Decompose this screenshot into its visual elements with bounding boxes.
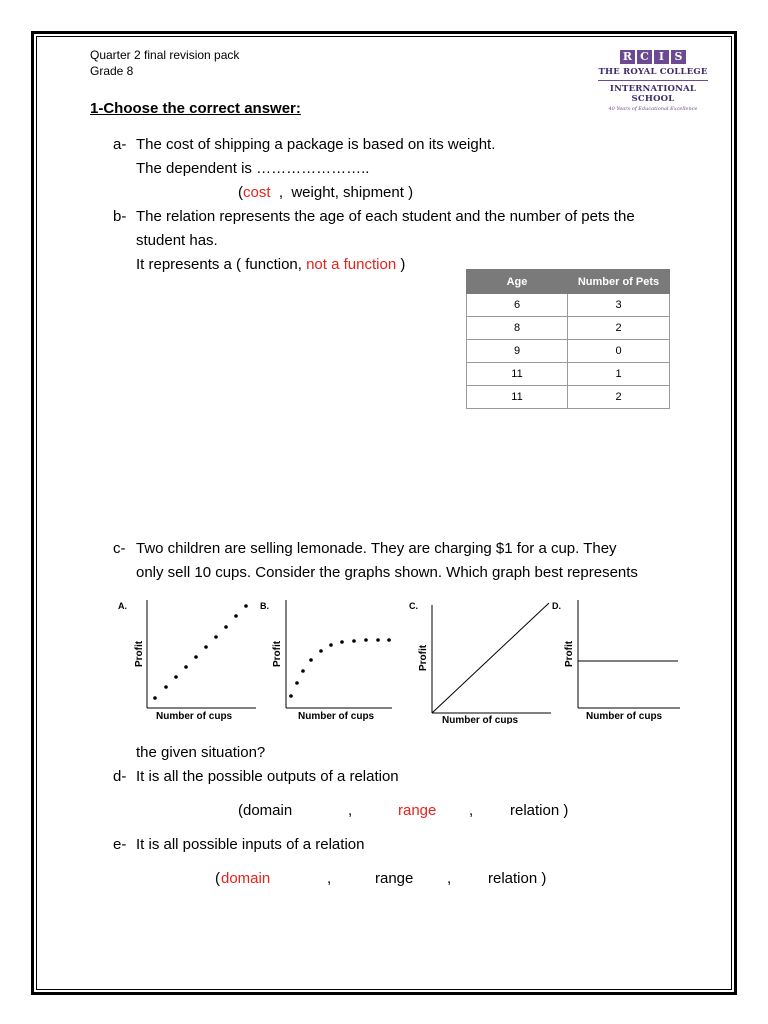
data-point bbox=[364, 638, 368, 642]
data-point bbox=[340, 640, 344, 644]
answer-not-a-function: not a function bbox=[306, 256, 397, 273]
answer-range: range bbox=[398, 802, 437, 819]
logo-letter: R bbox=[620, 50, 635, 64]
question-d-line1: It is all the possible outputs of a relation bbox=[136, 768, 399, 785]
question-b-line2: student has. bbox=[136, 232, 218, 249]
data-point bbox=[289, 694, 293, 698]
graph-label: A. bbox=[118, 601, 127, 611]
option-domain: (domain bbox=[238, 802, 293, 819]
table-header-row bbox=[467, 270, 670, 294]
answer-cost: cost bbox=[243, 184, 271, 201]
data-point bbox=[174, 675, 178, 679]
answer-domain: domain bbox=[221, 870, 271, 887]
data-point bbox=[153, 696, 157, 700]
logo-divider bbox=[598, 80, 708, 81]
table-cell: 1 bbox=[568, 363, 670, 386]
question-a-line2: The dependent is ………………….. bbox=[136, 160, 370, 177]
logo-letter: I bbox=[654, 50, 669, 64]
data-point bbox=[309, 658, 313, 662]
school-logo bbox=[596, 50, 710, 112]
data-point bbox=[376, 638, 380, 642]
table-cell: 2 bbox=[568, 386, 670, 409]
option-comma: , bbox=[469, 802, 474, 819]
data-point bbox=[234, 614, 238, 618]
table-cell: 2 bbox=[568, 317, 670, 340]
table-row bbox=[467, 340, 670, 363]
data-point bbox=[301, 669, 305, 673]
x-axis-label: Number of cups bbox=[156, 711, 233, 722]
table-cell: 6 bbox=[467, 294, 568, 317]
logo-letter: S bbox=[671, 50, 686, 64]
section-heading: 1-Choose the correct answer: bbox=[90, 100, 301, 117]
data-point bbox=[244, 604, 248, 608]
logo-letters bbox=[596, 50, 710, 64]
option-comma: , bbox=[447, 870, 452, 887]
pets-table bbox=[466, 269, 670, 409]
question-b-line3 bbox=[136, 253, 405, 277]
option-comma: , bbox=[327, 870, 332, 887]
option-relation: relation ) bbox=[510, 802, 569, 819]
column-header: Number of Pets bbox=[568, 270, 670, 294]
data-point bbox=[194, 655, 198, 659]
data-line bbox=[432, 603, 549, 713]
question-b-marker: b- bbox=[113, 208, 127, 225]
question-e-line1: It is all possible inputs of a relation bbox=[136, 836, 365, 853]
table-cell: 11 bbox=[467, 363, 568, 386]
question-b-line1: The relation represents the age of each student and the number of pets the bbox=[136, 208, 635, 225]
doc-title: Quarter 2 final revision pack bbox=[90, 48, 240, 62]
option-comma: , bbox=[348, 802, 353, 819]
data-point bbox=[204, 645, 208, 649]
logo-line2: INTERNATIONAL SCHOOL bbox=[609, 84, 697, 104]
graph-c bbox=[409, 595, 554, 730]
graph-c-plot bbox=[409, 595, 554, 725]
table-row bbox=[467, 317, 670, 340]
data-point bbox=[319, 649, 323, 653]
y-axis-label: Profit bbox=[564, 640, 575, 667]
table-cell: 11 bbox=[467, 386, 568, 409]
graph-label: C. bbox=[409, 601, 418, 611]
logo-tagline: 40 Years of Educational Excellence bbox=[608, 106, 698, 112]
table-cell: 9 bbox=[467, 340, 568, 363]
y-axis-label: Profit bbox=[272, 640, 283, 667]
x-axis-label: Number of cups bbox=[586, 711, 663, 722]
option-range: range bbox=[375, 870, 414, 887]
data-point bbox=[295, 681, 299, 685]
data-point bbox=[184, 665, 188, 669]
table-row bbox=[467, 294, 670, 317]
logo-line1: THE ROYAL COLLEGE bbox=[598, 67, 708, 77]
graph-a bbox=[118, 595, 258, 730]
graph-b bbox=[260, 595, 395, 730]
table-cell: 0 bbox=[568, 340, 670, 363]
question-a-line1: The cost of shipping a package is based on its weight. bbox=[136, 136, 496, 153]
paren: ( bbox=[238, 184, 243, 201]
line3-pre: It represents a ( function, bbox=[136, 256, 307, 273]
table-row bbox=[467, 386, 670, 409]
question-c-line1: Two children are selling lemonade. They are charging $1 for a cup. They bbox=[136, 540, 617, 557]
question-c-marker: c- bbox=[113, 540, 126, 557]
x-axis-label: Number of cups bbox=[442, 715, 519, 724]
data-point bbox=[214, 635, 218, 639]
column-header: Age bbox=[467, 270, 568, 294]
question-c-line2: only sell 10 cups. Consider the graphs shown. Which graph best represents bbox=[136, 564, 638, 581]
y-axis-label: Profit bbox=[134, 640, 145, 667]
logo-letter: C bbox=[637, 50, 652, 64]
graph-label: D. bbox=[552, 601, 561, 611]
graph-d bbox=[552, 595, 682, 730]
data-point bbox=[164, 685, 168, 689]
y-axis-label: Profit bbox=[418, 644, 429, 671]
question-a-options bbox=[238, 181, 413, 205]
data-point bbox=[387, 638, 391, 642]
question-a-marker: a- bbox=[113, 136, 127, 153]
graph-label: B. bbox=[260, 601, 269, 611]
data-point bbox=[352, 639, 356, 643]
other-options: , weight, shipment ) bbox=[270, 184, 414, 201]
table-row bbox=[467, 363, 670, 386]
option-paren: ( bbox=[215, 870, 220, 887]
doc-grade: Grade 8 bbox=[90, 64, 134, 78]
line3-post: ) bbox=[396, 256, 406, 273]
question-c-line3: the given situation? bbox=[136, 744, 266, 761]
x-axis-label: Number of cups bbox=[298, 711, 375, 722]
option-relation: relation ) bbox=[488, 870, 547, 887]
question-d-marker: d- bbox=[113, 768, 127, 785]
table-cell: 8 bbox=[467, 317, 568, 340]
data-point bbox=[329, 643, 333, 647]
data-point bbox=[224, 625, 228, 629]
table-cell: 3 bbox=[568, 294, 670, 317]
question-e-marker: e- bbox=[113, 836, 127, 853]
